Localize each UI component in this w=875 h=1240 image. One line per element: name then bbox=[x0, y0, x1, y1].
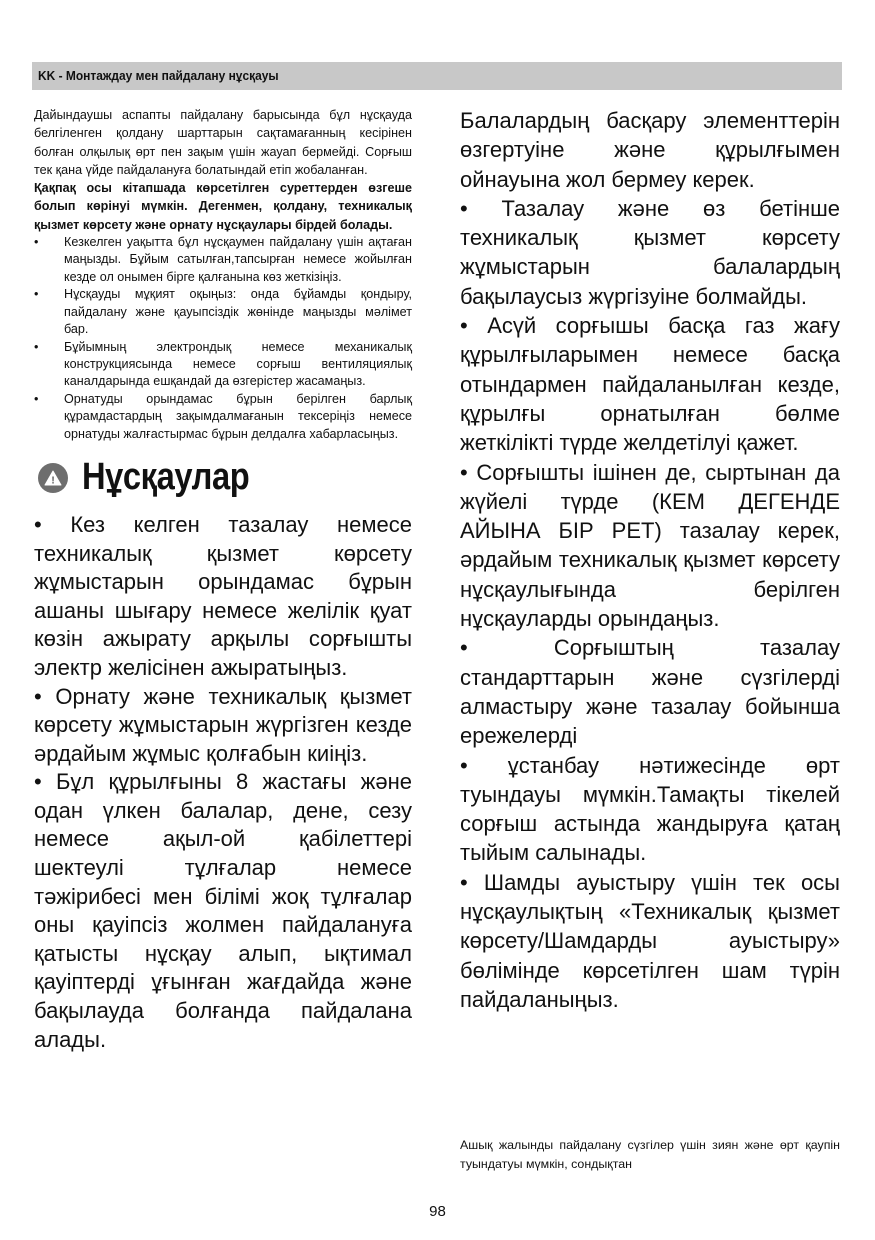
section-title: Нұсқаулар bbox=[82, 456, 250, 499]
right-paragraph: • Асүй сорғышы басқа газ жағу құрылғыларымен немесе басқа отындармен пайдаланылған кезде, құрылғы орнатылған бөлме жеткілікті түрде желдетілуі қажет. bbox=[460, 313, 840, 456]
warning-triangle-icon bbox=[44, 470, 62, 486]
right-paragraph: • Сорғыштың тазалау стандарттарын және сүзгілерді алмастыру және тазалау бойынша ережелерді bbox=[460, 635, 840, 749]
bullet-dot: • bbox=[34, 339, 39, 354]
right-paragraph: • ұстанбау нәтижесінде өрт туындауы мүмкін.Тамақты тікелей сорғыш астында жандыруға қатаң тыйым салынады. bbox=[460, 752, 840, 866]
right-column bbox=[460, 106, 840, 1014]
bullet-dot: • bbox=[34, 391, 39, 406]
page-header-bar bbox=[32, 62, 842, 90]
warning-glyph: ! bbox=[51, 475, 55, 486]
intro-bullet-list bbox=[34, 234, 412, 443]
right-paragraph: Балалардың басқару элементтерін өзгертуіне және құрылғымен ойнауына жол бермеу керек. bbox=[460, 108, 840, 192]
list-item-text: Бұйымның электрондық немесе механикалық конструкциясында немесе сорғыш вентиляциялық каналдарында ешқандай да өзгерістер жасамаңыз. bbox=[64, 339, 412, 389]
left-paragraph: • Бұл құрылғыны 8 жастағы және одан үлкен балалар, дене, сезу немесе ақыл-ой қабілеттері шектеулі тұлғалар немесе тәжірибесі мен білімі жоқ тұлғалар оны қауіпсіз жолмен пайдалануға қатысты нұсқау алып, ықтимал қауіптерді ұғынған жағдайда және бақылауда болғанда пайдалана алады. bbox=[34, 769, 412, 1052]
intro-paragraph: Дайындаушы аспапты пайдалану барысында бұл нұсқауда белгіленген қолдану шарттарын сақтамағанның кесірінен болған олқылық өрт пен зақым үшін жауап бермейді. Сорғыш тек қана үйде пайдалануға болатындай етіп жобаланған. bbox=[34, 108, 412, 177]
list-item bbox=[34, 391, 412, 443]
page-header-title: KK - Монтаждау мен пайдалану нұсқауы bbox=[38, 68, 279, 83]
footnote: Ашық жалынды пайдалану сүзгілер үшін зиян және өрт қаупін туындатуы мүмкін, сондықтан bbox=[460, 1138, 840, 1171]
left-paragraph: • Кез келген тазалау немесе техникалық қызмет көрсету жұмыстарын орындамас бұрын ашаны шығару немесе желілік қуат көзін ажырату арқылы сорғышты электр желісінен ажыратыңыз. bbox=[34, 511, 412, 680]
page-number: 98 bbox=[429, 1203, 446, 1220]
left-column bbox=[34, 106, 412, 1054]
left-paragraph: • Орнату және техникалық қызмет көрсету жұмыстарын жүргізген кезде әрдайым жұмыс қолғабын киіңіз. bbox=[34, 683, 412, 766]
list-item bbox=[34, 286, 412, 338]
list-item-text: Орнатуды орындамас бұрын берілген барлық құрамдастардың зақымдалмағанын тексеріңіз немесе орнатуды жалғастырмас бұрын делдалға хабарласыңыз. bbox=[64, 391, 412, 441]
right-paragraph: • Шамды ауыстыру үшін тек осы нұсқаулықтың «Техникалық қызмет көрсету/Шамдарды ауыстыру» бөлімінде көрсетілген шам түрін пайдаланыңыз. bbox=[460, 869, 840, 1012]
list-item-text: Нұсқауды мұқият оқыңыз: онда бұйамды қондыру, пайдалану және қауыпсіздік жөнінде маңызды мәлімет бар. bbox=[64, 287, 412, 337]
bullet-dot: • bbox=[34, 235, 39, 250]
intro-bold-paragraph: Қақпақ осы кітапшада көрсетілген суреттерден өзгеше болып көрінуі мүмкін. Дегенмен, қолдану, техникалық қызмет көрсету және орнату нұсқаулары бірдей болады. bbox=[34, 181, 412, 232]
list-item bbox=[34, 339, 412, 391]
list-item bbox=[34, 234, 412, 286]
warning-icon bbox=[38, 463, 68, 493]
right-paragraph: • Сорғышты ішінен де, сыртынан да жүйелі түрде (КЕМ ДЕГЕНДЕ АЙЫНА БІР РЕТ) тазалау керек, әрдайым техникалық қызмет көрсету нұсқаулығында берілген нұсқауларды орындаңыз. bbox=[460, 459, 840, 632]
list-item-text: Кезкелген уақытта бұл нұсқаумен пайдалану үшін ақтаған маңызды. Бұйым сатылған,тапсырған немесе жойылған кезде ол онымен бірге қалғанына көз жеткізіңіз. bbox=[64, 235, 412, 284]
bullet-dot: • bbox=[34, 287, 39, 302]
section-heading bbox=[34, 449, 412, 507]
right-paragraph: • Тазалау және өз бетінше техникалық қызмет көрсету жұмыстарын балалардың бақылаусыз жүргізуіне болмайды. bbox=[460, 195, 840, 309]
